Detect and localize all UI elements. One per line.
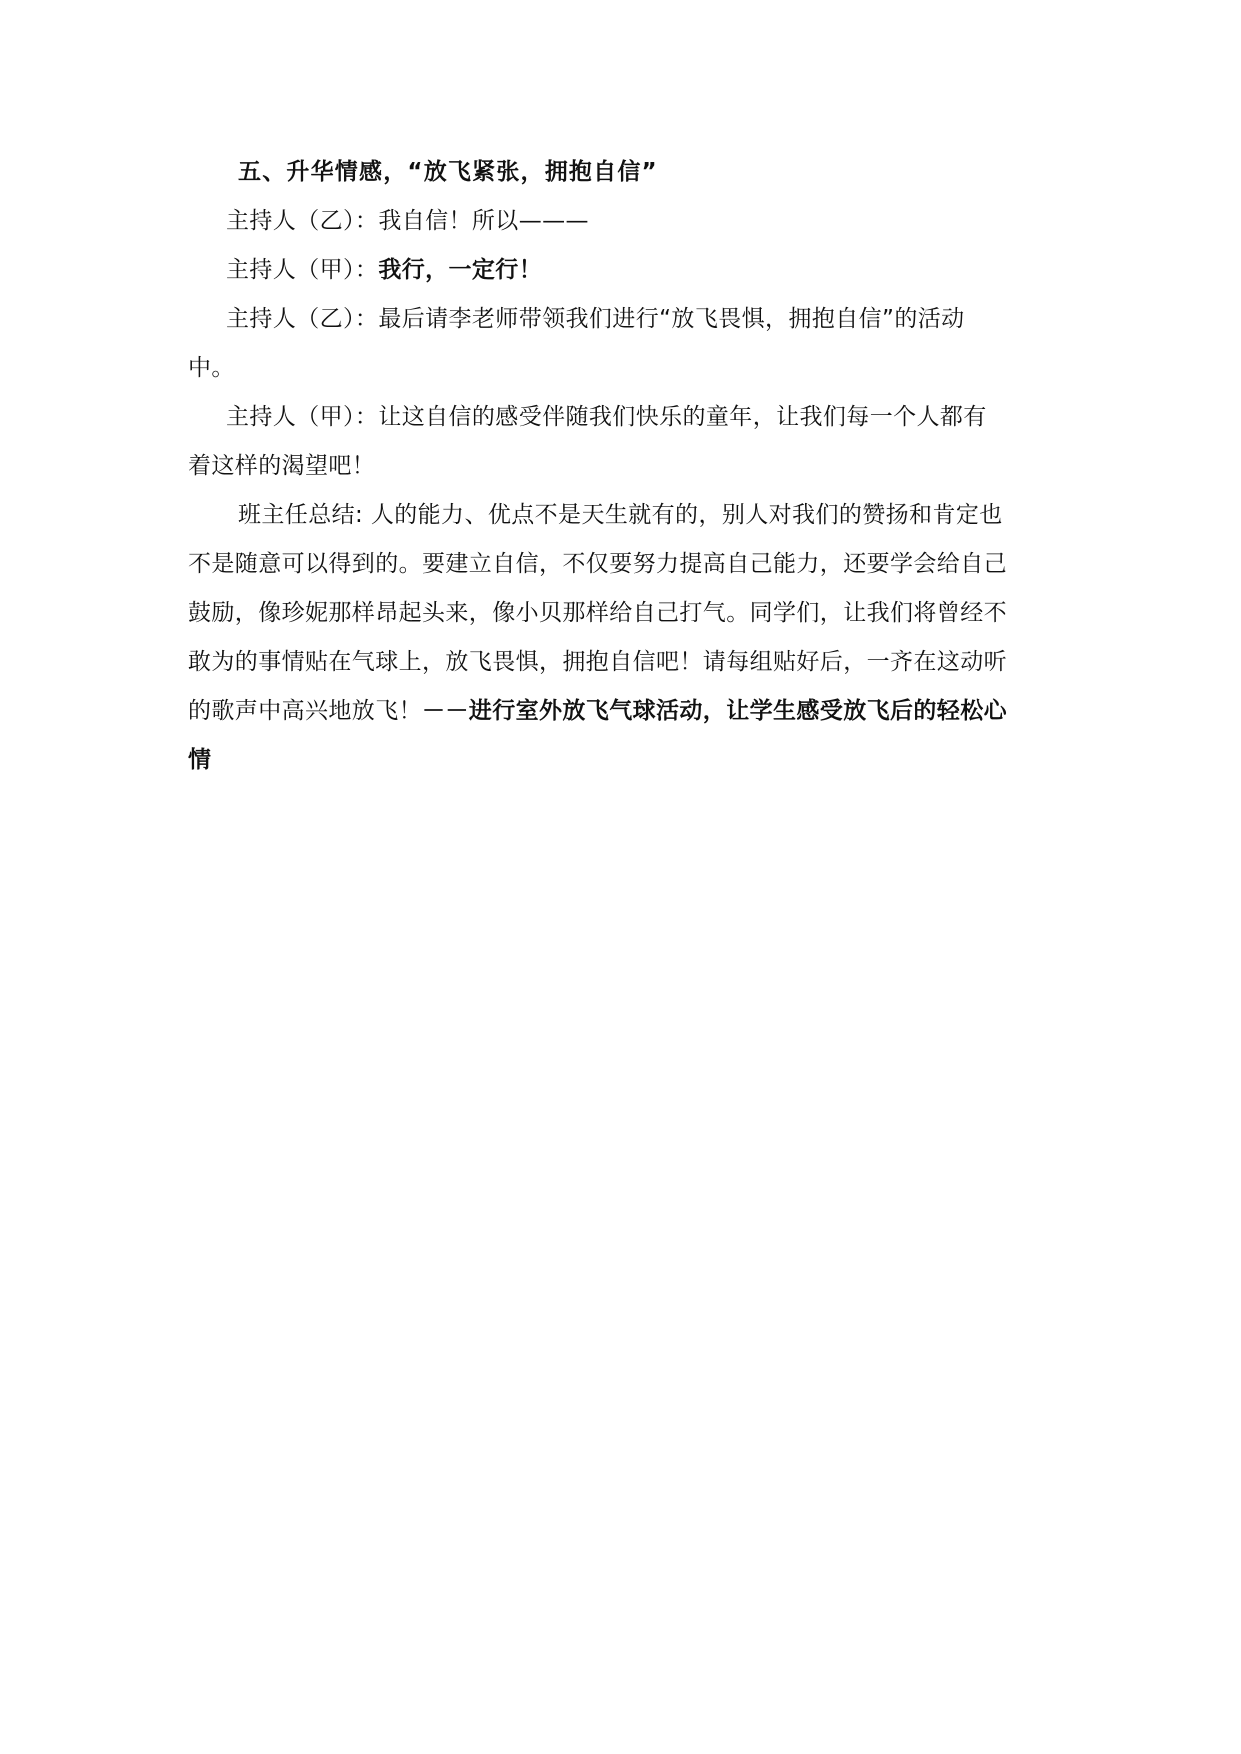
dialogue-line <box>188 197 1050 246</box>
speaker-label: 主持人（甲）： <box>226 404 379 430</box>
section-heading: 五、升华情感，“放飞紧张，拥抱自信” <box>238 159 658 185</box>
summary-line: 敢为的事情贴在气球上，放飞畏惧，拥抱自信吧！请每组贴好后，一齐在这动听 <box>188 649 1007 675</box>
summary-text: 的歌声中高兴地放飞！ <box>188 698 422 724</box>
dialogue-text: 我自信！所以——— <box>378 208 589 234</box>
speaker-label: 主持人（甲）： <box>226 257 379 283</box>
dialogue-text: 我行，一定行！ <box>378 257 543 283</box>
summary-line: 班主任总结: 人的能力、优点不是天生就有的，别人对我们的赞扬和肯定也 <box>238 502 1003 528</box>
dialogue-text: 让这自信的感受伴随我们快乐的童年，让我们每一个人都有 <box>378 404 987 430</box>
dialogue-continuation: 中。 <box>188 355 235 381</box>
dialogue-line <box>188 295 1050 344</box>
activity-note-continuation: 情 <box>188 747 212 773</box>
dialogue-continuation: 着这样的渴望吧！ <box>188 453 376 479</box>
activity-note: －－进行室外放飞气球活动，让学生感受放飞后的轻松心 <box>422 698 1007 724</box>
dialogue-text: 最后请李老师带领我们进行“放飞畏惧，拥抱自信”的活动 <box>378 306 965 332</box>
dialogue-line <box>188 246 1050 295</box>
speaker-label: 主持人（乙）： <box>226 306 379 332</box>
summary-line: 不是随意可以得到的。要建立自信，不仅要努力提高自己能力，还要学会给自己 <box>188 551 1007 577</box>
document-body <box>188 148 1050 785</box>
dialogue-line <box>188 393 1050 442</box>
summary-line <box>188 687 1050 736</box>
summary-line: 鼓励，像珍妮那样昂起头来，像小贝那样给自己打气。同学们，让我们将曾经不 <box>188 600 1007 626</box>
speaker-label: 主持人（乙）： <box>226 208 379 234</box>
